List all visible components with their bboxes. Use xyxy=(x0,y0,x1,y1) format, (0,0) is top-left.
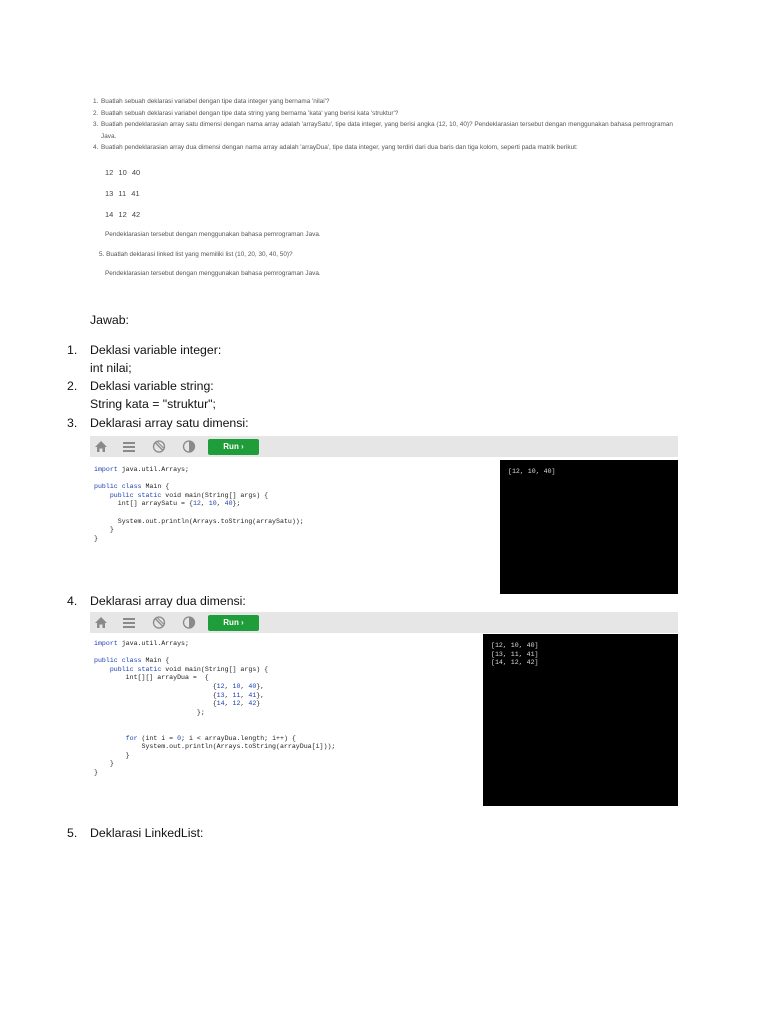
code-line: import java.util.Arrays; xyxy=(94,466,189,473)
question-list xyxy=(93,96,673,280)
contrast-icon[interactable] xyxy=(182,616,196,629)
code-line: public class Main { xyxy=(94,657,170,665)
code-line: public static void main(String[] args) { xyxy=(109,491,269,499)
answer-title: Deklarasi LinkedList: xyxy=(90,826,204,840)
matrix xyxy=(105,162,673,225)
code-panel-2 xyxy=(90,612,678,806)
question-2 xyxy=(93,108,673,120)
question-5: 5. Buatlah deklarasi linked list yang memiliki list (10, 20, 30, 40, 50)? xyxy=(99,250,293,258)
contrast-icon[interactable] xyxy=(182,440,196,453)
output-console: [12, 10, 40] [13, 11, 41] [14, 12, 42] xyxy=(483,634,678,806)
code-line: } xyxy=(94,526,114,534)
home-icon[interactable] xyxy=(94,440,108,453)
question-number: 3. xyxy=(93,121,99,129)
answer-number: 2. xyxy=(67,379,78,393)
question-3 xyxy=(93,119,673,142)
editor-toolbar xyxy=(90,612,678,633)
output-console: [12, 10, 40] xyxy=(500,460,678,594)
code-line: }; xyxy=(94,708,205,716)
code-line: {14, 12, 42} xyxy=(94,700,261,708)
note-java: Pendeklarasian tersebut dengan menggunakan bahasa pemrograman Java. xyxy=(105,230,321,238)
answer-number: 4. xyxy=(67,594,78,608)
answer-title: Deklarasi array dua dimensi: xyxy=(90,594,246,608)
home-icon[interactable] xyxy=(94,616,108,629)
code-line xyxy=(94,509,304,518)
editor-toolbar xyxy=(90,436,678,457)
code-line: {12, 10, 40}, xyxy=(94,682,265,690)
answer-number: 3. xyxy=(67,416,78,430)
no-wrap-icon[interactable] xyxy=(152,616,166,629)
answer-heading: Jawab: xyxy=(90,313,129,327)
question-text: Buatlah sebuah deklarasi variabel dengan tipe data string yang bernama 'kata' yang berisi kata 'struktur'? xyxy=(101,109,399,117)
code-line: for (int i = 0; i < arrayDua.length; i++) { xyxy=(125,734,296,742)
menu-icon[interactable] xyxy=(122,440,136,453)
question-number: 1. xyxy=(93,98,99,105)
code-line: int[][] arrayDua = { xyxy=(94,674,209,682)
question-text: Buatlah pendeklarasian array satu dimensi dengan nama array adalah 'arraySatu', tipe data integer, yang berisi angka (12, 10, 40)? Pendeklarasian tersebut dengan menggunakan bahasa pemrograman Java. xyxy=(101,121,673,140)
code-line xyxy=(94,726,335,735)
question-4 xyxy=(93,142,673,154)
matrix-row: 12 10 40 xyxy=(105,167,141,177)
question-text: Buatlah pendeklarasian array dua dimensi dengan nama array adalah 'arrayDua', tipe data integer, yang terdiri dari dua baris dan tiga kolom, seperti pada matrik berikut: xyxy=(101,144,578,152)
code-line: System.out.println(Arrays.toString(arraySatu)); xyxy=(94,517,304,525)
menu-icon[interactable] xyxy=(122,616,136,629)
code-line: public class Main { xyxy=(94,483,170,491)
code-line: import java.util.Arrays; xyxy=(94,640,189,647)
code-editor[interactable] xyxy=(94,466,304,543)
answer-title: Deklasi variable string: xyxy=(90,379,214,393)
code-line: {13, 11, 41}, xyxy=(94,691,265,699)
code-line: } xyxy=(94,760,114,768)
question-1 xyxy=(93,96,673,108)
run-button[interactable]: Run › xyxy=(208,615,259,631)
code-line: } xyxy=(94,534,98,542)
code-line: System.out.println(Arrays.toString(arrayDua[i])); xyxy=(94,743,336,751)
answer-number: 1. xyxy=(67,343,78,357)
code-panel-1 xyxy=(90,436,678,594)
matrix-row: 14 12 42 xyxy=(105,209,141,219)
question-number: 4. xyxy=(93,144,99,152)
question-text: Buatlah sebuah deklarasi variabel dengan tipe data integer yang bernama 'nilai'? xyxy=(101,98,330,105)
answer-number: 5. xyxy=(67,826,78,840)
question-number: 2. xyxy=(93,109,99,117)
code-line: public static void main(String[] args) { xyxy=(109,665,269,673)
answer-detail: int nilai; xyxy=(90,361,132,375)
code-line xyxy=(94,717,335,726)
code-line xyxy=(94,475,304,484)
code-line: int[] arraySatu = {12, 10, 40}; xyxy=(94,500,241,508)
code-line: } xyxy=(94,768,98,776)
answer-detail: String kata = "struktur"; xyxy=(90,397,216,411)
code-line: } xyxy=(94,751,130,759)
matrix-row: 13 11 41 xyxy=(105,188,140,198)
run-button[interactable]: Run › xyxy=(208,439,259,455)
answer-title: Deklasi variable integer: xyxy=(90,343,222,357)
answer-title: Deklarasi array satu dimensi: xyxy=(90,416,249,430)
note-java: Pendeklarasian tersebut dengan menggunakan bahasa pemrograman Java. xyxy=(105,270,321,278)
code-editor[interactable] xyxy=(94,640,335,778)
code-line xyxy=(94,649,335,658)
no-wrap-icon[interactable] xyxy=(152,440,166,453)
